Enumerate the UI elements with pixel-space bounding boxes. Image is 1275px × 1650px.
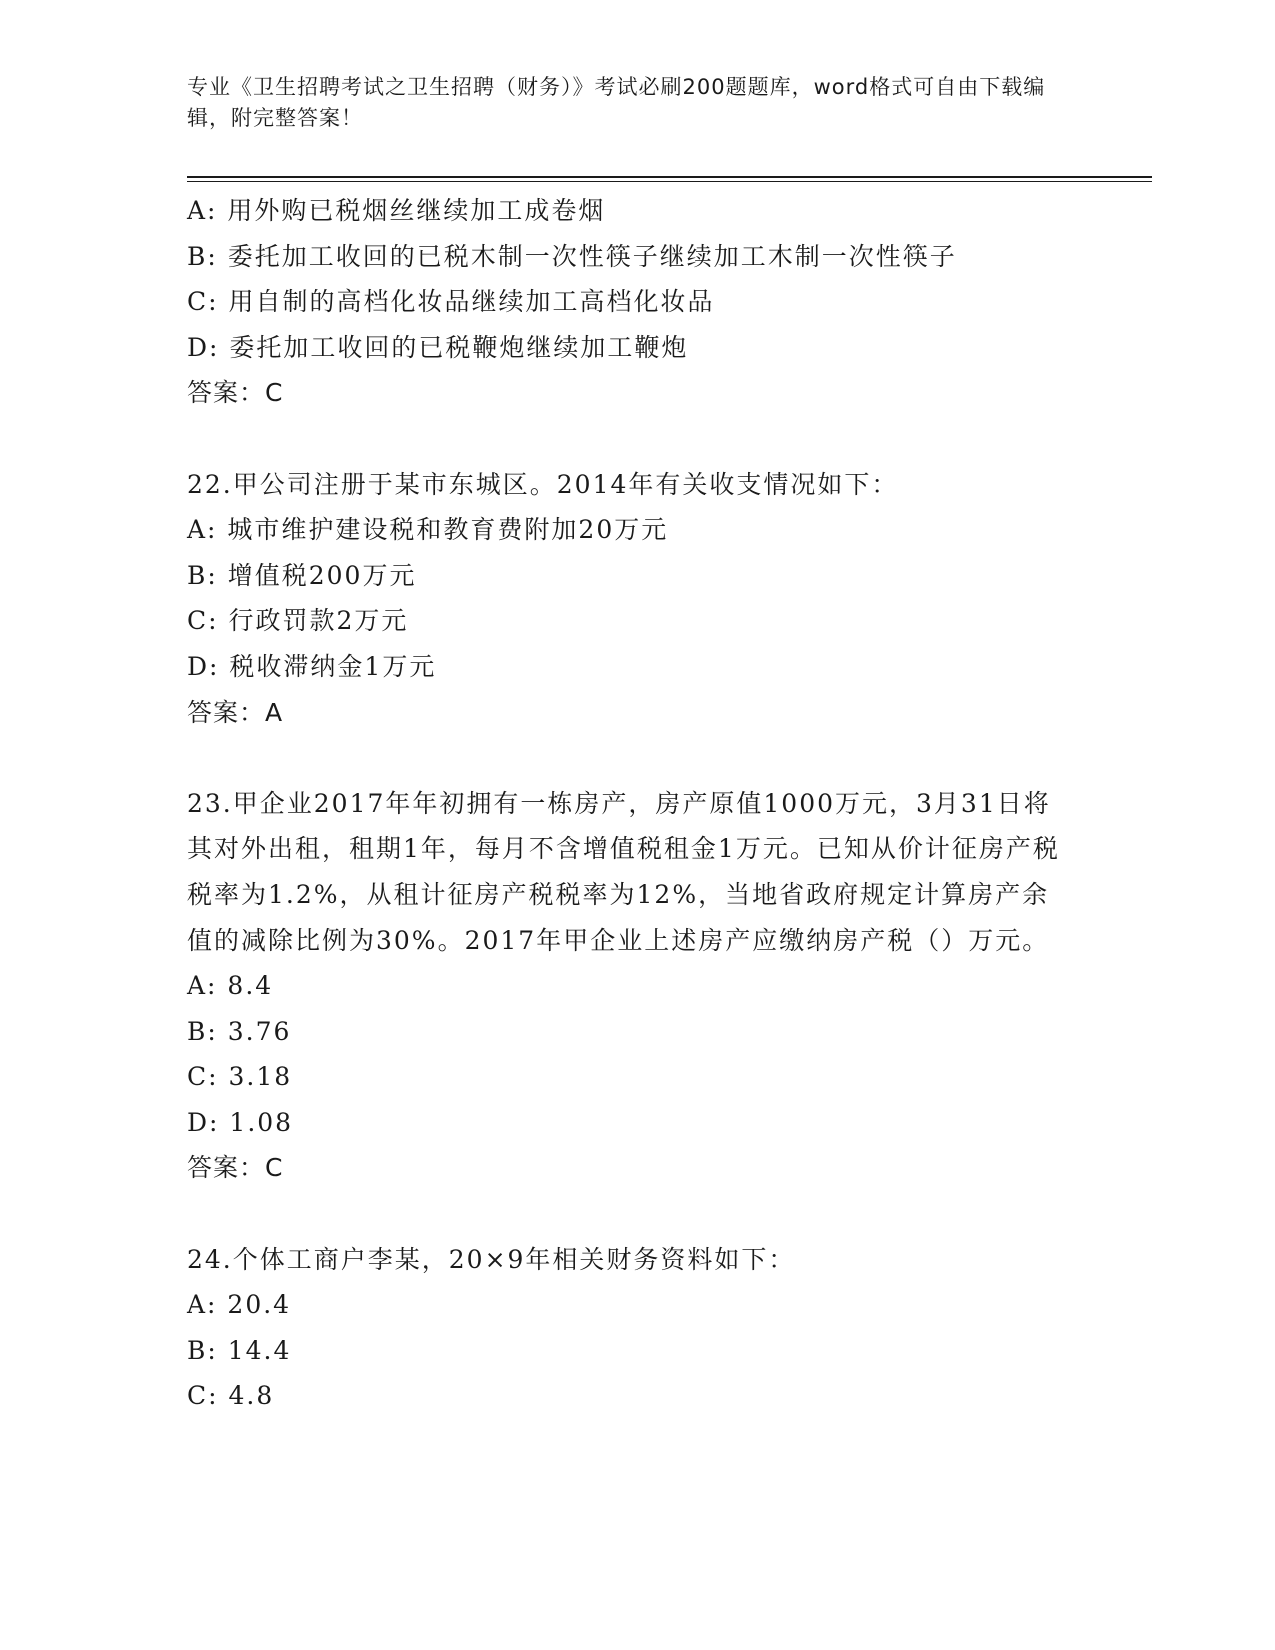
option-c: C: 用自制的高档化妆品继续加工高档化妆品 xyxy=(187,287,715,317)
option-b: B: 3.76 xyxy=(187,1016,292,1046)
answer: 答案：C xyxy=(187,378,284,408)
option-a: A: 20.4 xyxy=(187,1290,292,1320)
question-24 xyxy=(187,1237,1087,1419)
question-stem: 23.甲企业2017年年初拥有一栋房产，房产原值1000万元，3月31日将其对外出租，租期1年，每月不含增值税租金1万元。已知从价计征房产税税率为1.2%，从租计征房产税税率为12%，当地省政府规定计算房产余值的减除比例为30%。2017年甲企业上述房产应缴纳房产税（）万元。 xyxy=(187,788,1060,955)
option-a: A: 城市维护建设税和教育费附加20万元 xyxy=(187,515,669,545)
option-a: A: 8.4 xyxy=(187,971,274,1001)
answer: 答案：C xyxy=(187,1153,284,1183)
question-21 xyxy=(187,188,1087,416)
answer: 答案：A xyxy=(187,697,284,727)
header-rule-thin xyxy=(187,181,1152,182)
option-b: B: 增值税200万元 xyxy=(187,560,417,590)
document-header: 专业《卫生招聘考试之卫生招聘（财务）》考试必刷200题题库，word格式可自由下载编辑，附完整答案！ xyxy=(187,75,1046,130)
header-rule-thick xyxy=(187,176,1152,178)
spacer xyxy=(187,735,1087,781)
question-stem: 22.甲公司注册于某市东城区。2014年有关收支情况如下： xyxy=(187,469,899,499)
option-c: C: 4.8 xyxy=(187,1381,275,1411)
option-d: D: 委托加工收回的已税鞭炮继续加工鞭炮 xyxy=(187,332,689,362)
option-d: D: 税收滞纳金1万元 xyxy=(187,651,437,681)
option-a: A: 用外购已税烟丝继续加工成卷烟 xyxy=(187,196,606,225)
option-c: C: 3.18 xyxy=(187,1062,293,1092)
option-d: D: 1.08 xyxy=(187,1107,294,1137)
option-b: B: 14.4 xyxy=(187,1335,292,1365)
option-c: C: 行政罚款2万元 xyxy=(187,606,409,636)
question-23 xyxy=(187,781,1087,1191)
question-22 xyxy=(187,462,1087,736)
spacer xyxy=(187,1191,1087,1237)
document-body xyxy=(187,188,1087,1419)
option-b: B: 委托加工收回的已税木制一次性筷子继续加工木制一次性筷子 xyxy=(187,241,957,271)
spacer xyxy=(187,416,1087,462)
question-stem: 24.个体工商户李某，20×9年相关财务资料如下： xyxy=(187,1244,796,1274)
